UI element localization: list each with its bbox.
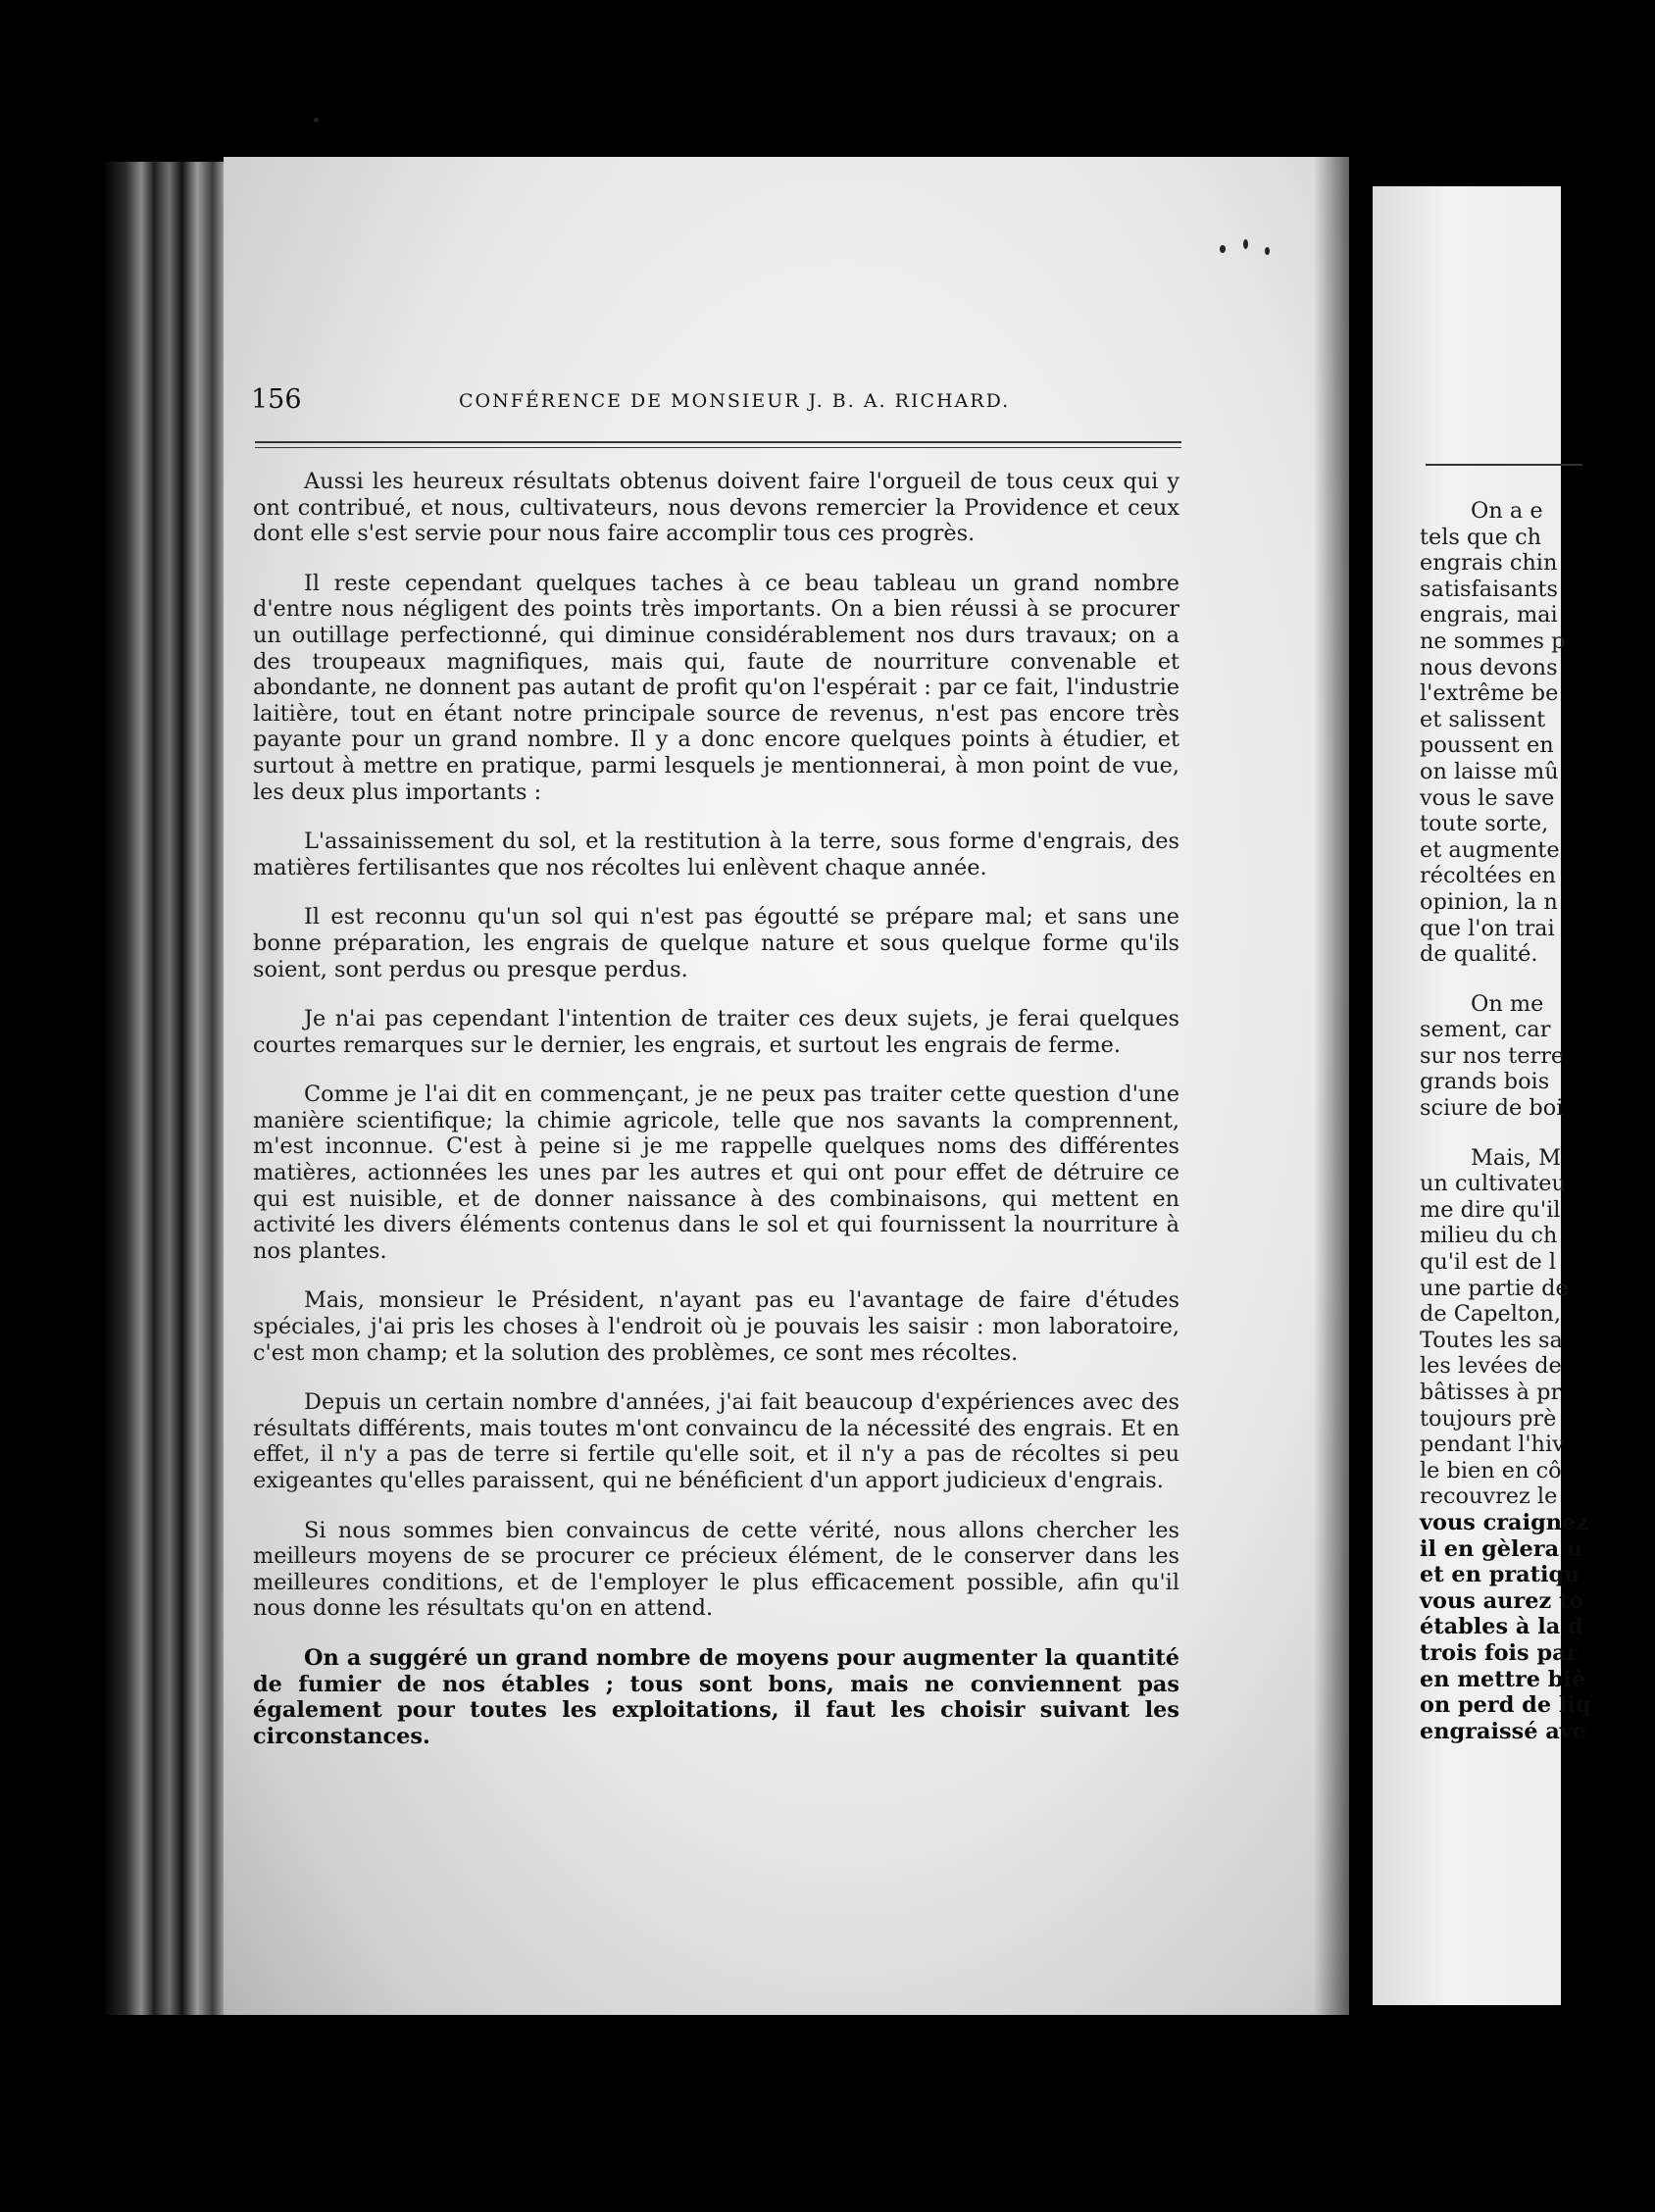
right-page-line: engraissé ave xyxy=(1420,1718,1587,1744)
running-title: CONFÉRENCE DE MONSIEUR J. B. A. RICHARD. xyxy=(459,390,1011,412)
right-page-line: milieu du ch xyxy=(1420,1223,1558,1249)
right-page-line: trois fois par xyxy=(1420,1639,1579,1666)
right-page-line: pendant l'hiv xyxy=(1420,1432,1565,1458)
right-header-rule xyxy=(1426,464,1582,466)
right-page-line: l'extrême be xyxy=(1420,680,1559,707)
right-page-line: grands bois xyxy=(1420,1069,1550,1095)
paragraph: Je n'ai pas cependant l'intention de traiter ces deux sujets, je ferai quelques courtes remarques sur le dernier, les engrais, et surtout les engrais de ferme. xyxy=(253,1006,1179,1058)
paragraph: L'assainissement du sol, et la restitution à la terre, sous forme d'engrais, des matières fertilisantes que nos récoltes lui enlèvent chaque année. xyxy=(253,829,1179,880)
paragraph: Depuis un certain nombre d'années, j'ai fait beaucoup d'expériences avec des résultats différents, mais toutes m'ont convaincu de la nécessité des engrais. Et en effet, il n'y a pas de terre si fertile qu'elle soit, et il n'y a pas de récoltes si peu exigeantes qu'elles paraissent, qui ne bénéficient d'un apport judicieux d'engrais. xyxy=(253,1389,1179,1493)
right-page-line: sement, car xyxy=(1420,1017,1551,1043)
right-page-text xyxy=(1420,498,1655,1744)
book-binding-edge xyxy=(103,162,230,2015)
right-page-line: vous le save xyxy=(1420,784,1555,811)
right-page-line: de qualité. xyxy=(1420,941,1538,968)
right-page-line: On me xyxy=(1471,990,1544,1017)
right-page-line: que l'on trai xyxy=(1420,915,1555,941)
right-page-line: recouvrez le xyxy=(1420,1483,1558,1510)
right-page-line: un cultivateu xyxy=(1420,1171,1566,1197)
scan-speck xyxy=(1243,239,1248,249)
right-page-line: en mettre biè xyxy=(1420,1666,1586,1692)
right-page-line: tels que ch xyxy=(1420,524,1542,550)
paragraph: On a suggéré un grand nombre de moyens pour augmenter la quantité de fumier de nos étables ; tous sont bons, mais ne conviennent pas également pour toutes les exploitations, il faut les choisir suivant les circonstances. xyxy=(253,1644,1179,1749)
right-page-partial xyxy=(1373,186,1591,2005)
right-page-line: les levées de xyxy=(1420,1353,1562,1380)
right-page-line: vous aurez to xyxy=(1420,1587,1584,1614)
right-page-line: sur nos terre xyxy=(1420,1042,1565,1069)
right-page-line: opinion, la n xyxy=(1420,888,1558,915)
right-page-line xyxy=(1420,1122,1655,1145)
right-page-line: qu'il est de l xyxy=(1420,1249,1557,1276)
right-page-line: Toutes les sa xyxy=(1420,1327,1563,1353)
gutter-shadow xyxy=(1314,157,1349,2015)
page-number: 156 xyxy=(251,384,302,415)
right-page-line: on laisse mû xyxy=(1420,758,1559,784)
right-page-line: ne sommes p xyxy=(1420,628,1566,654)
right-page-line: satisfaisants xyxy=(1420,576,1559,602)
right-page-line: et salissent xyxy=(1420,706,1546,732)
right-page-line: de Capelton, xyxy=(1420,1301,1561,1328)
right-page-line: une partie de xyxy=(1420,1275,1569,1301)
page-header xyxy=(251,384,1231,424)
right-page-line: nous devons xyxy=(1420,654,1558,680)
scan-speck xyxy=(1220,245,1226,253)
right-page-line: toujours prè xyxy=(1420,1405,1557,1432)
right-page-line: toute sorte, xyxy=(1420,811,1549,837)
header-rule xyxy=(255,441,1181,443)
paragraph: Comme je l'ai dit en commençant, je ne peux pas traiter cette question d'une manière scientifique; la chimie agricole, telle que nos savants la comprennent, m'est inconnue. C'est à peine si je me rappelle quelques noms des différentes matières, actionnées les unes par les autres et qui ont pour effet de détruire ce qui est nuisible, et de donner naissance à des combinaisons, qui mettent en activité les divers éléments contenus dans le sol et qui fournissent la nourriture à nos plantes. xyxy=(253,1081,1179,1264)
left-page xyxy=(224,157,1349,2015)
right-page-line: il en gèlera u xyxy=(1420,1535,1583,1562)
right-page-line: engrais chin xyxy=(1420,550,1558,577)
right-page-line: vous craignez xyxy=(1420,1509,1588,1535)
header-rule-thin xyxy=(255,447,1181,448)
right-page-line: Mais, M xyxy=(1471,1144,1562,1171)
scan-speck xyxy=(1265,247,1270,255)
right-page-line: bâtisses à pr xyxy=(1420,1380,1562,1405)
paragraph: Il est reconnu qu'un sol qui n'est pas égoutté se prépare mal; et sans une bonne préparation, les engrais de quelque nature et sous quelque forme qu'ils soient, sont perdus ou presque perdus. xyxy=(253,904,1179,982)
right-page-line: poussent en xyxy=(1420,732,1554,759)
paragraph: Mais, monsieur le Président, n'ayant pas eu l'avantage de faire d'études spéciales, j'ai pris les choses à l'endroit où je pouvais les saisir : mon laboratoire, c'est mon champ; et la solution des problèmes, ce sont mes récoltes. xyxy=(253,1287,1179,1366)
right-page-line: sciure de boi xyxy=(1420,1095,1564,1122)
right-page-line: engrais, mai xyxy=(1420,602,1558,628)
right-page-line xyxy=(1420,968,1655,991)
right-page-line: on perd de liq xyxy=(1420,1692,1591,1719)
body-text xyxy=(253,469,1179,1773)
right-page-line: récoltées en xyxy=(1420,863,1556,889)
right-page-line: étables à la d xyxy=(1420,1614,1583,1640)
right-page-line: le bien en cô xyxy=(1420,1457,1562,1483)
right-page-line: On a e xyxy=(1471,498,1543,524)
scan-speck xyxy=(314,118,319,123)
right-page-line: et en pratiqu xyxy=(1420,1562,1580,1588)
paragraph: Aussi les heureux résultats obtenus doivent faire l'orgueil de tous ceux qui y ont contribué, et nous, cultivateurs, nous devons remercier la Providence et ceux dont elle s'est servie pour nous faire accomplir tous ces progrès. xyxy=(253,469,1179,547)
spine xyxy=(1349,181,1373,2010)
right-page-line: me dire qu'il xyxy=(1420,1196,1561,1223)
right-page-line: et augmente xyxy=(1420,836,1560,863)
paragraph: Si nous sommes bien convaincus de cette vérité, nous allons chercher les meilleurs moyens de se procurer ce précieux élément, de le conserver dans les meilleures conditions, et de l'employer le plus efficacement possible, afin qu'il nous donne les résultats qu'on en attend. xyxy=(253,1517,1179,1622)
paragraph: Il reste cependant quelques taches à ce beau tableau un grand nombre d'entre nous négligent des points très importants. On a bien réussi à se procurer un outillage perfectionné, qui diminue considérablement nos durs travaux; on a des troupeaux magnifiques, mais qui, faute de nourriture convenable et abondante, ne donnent pas autant de profit qu'on l'espérait : par ce fait, l'industrie laitière, tout en étant notre principale source de revenus, n'est pas encore très payante pour un grand nombre. Il y a donc encore quelques points à étudier, et surtout à mettre en pratique, parmi lesquels je mentionnerai, à mon point de vue, les deux plus importants : xyxy=(253,570,1179,805)
